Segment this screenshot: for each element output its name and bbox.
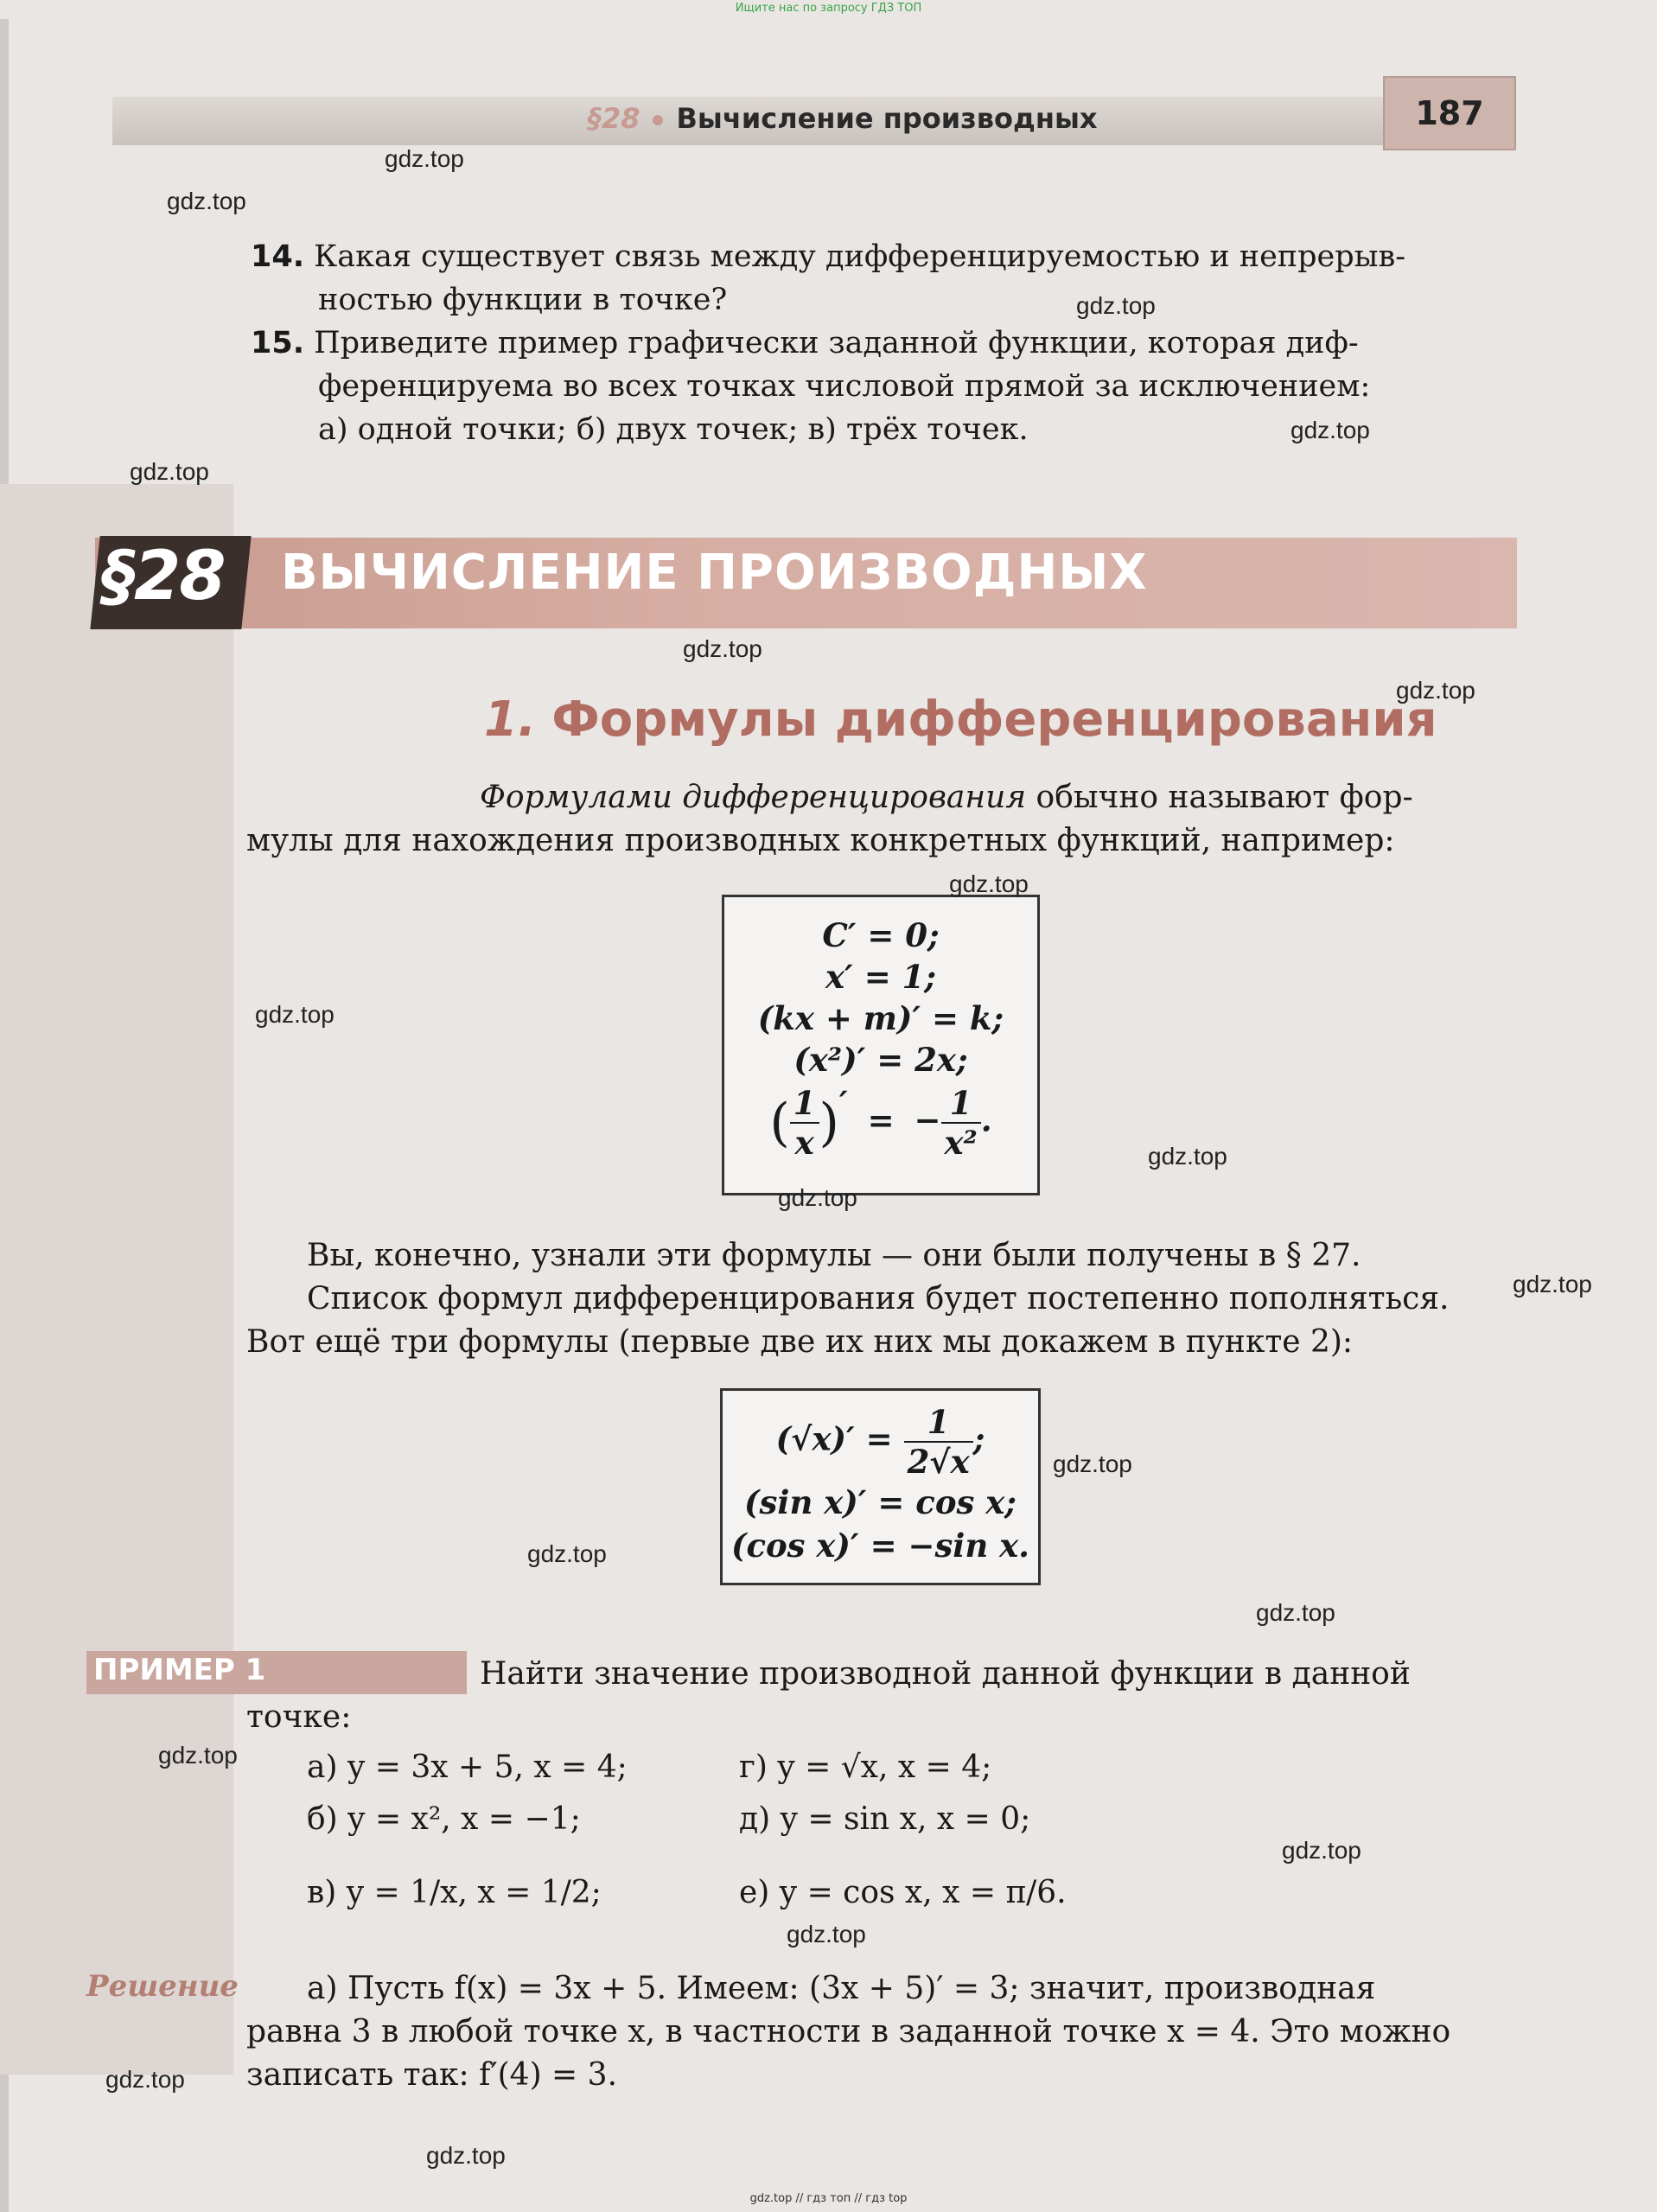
formula: x′ = 1;: [825, 958, 936, 996]
subsection-number: 1.: [484, 692, 537, 748]
subsection-text: Формулы дифференцирования: [551, 692, 1437, 748]
example-item: б) y = x², x = −1;: [307, 1801, 581, 1837]
question-15: [251, 322, 1359, 365]
example-item: а) y = 3x + 5, x = 4;: [307, 1750, 628, 1785]
example-item: г) y = √x, x = 4;: [739, 1750, 992, 1785]
watermark: gdz.top: [1282, 1837, 1361, 1864]
formula-sqrt: (√x)′ = $\frac{1}{2√x}$ ;: [775, 1403, 985, 1481]
intro-text: обычно называют фор-: [1026, 780, 1413, 815]
watermark: gdz.top: [683, 635, 762, 662]
numerator: 1: [790, 1084, 819, 1124]
watermark: gdz.top: [158, 1742, 238, 1769]
paragraph-title: ВЫЧИСЛЕНИЕ ПРОИЗВОДНЫХ: [281, 545, 1148, 601]
text-line: Вот ещё три формулы (первые две их них мы докажем в пункте 2):: [246, 1324, 1354, 1360]
denominator: x: [794, 1124, 814, 1162]
formula-lhs: (√x)′ =: [775, 1419, 893, 1458]
running-head: [588, 102, 1098, 135]
formula: (kx + m)′ = k;: [757, 999, 1004, 1037]
watermark: gdz.top: [1076, 292, 1156, 319]
text-line: Вы, конечно, узнали эти формулы — они были получены в § 27.: [307, 1238, 1361, 1273]
text-line: Список формул дифференцирования будет постепенно пополняться.: [307, 1281, 1450, 1316]
question-14: [251, 235, 1405, 278]
numerator: 1: [941, 1084, 981, 1124]
formula: (cos x)′ = −sin x.: [730, 1527, 1030, 1565]
fraction: [790, 1084, 819, 1162]
equals-sign: =: [867, 1100, 895, 1139]
watermark: gdz.top: [255, 1001, 335, 1028]
formula-reciprocal: ( $\frac{1}{x}$ )′ = − $\frac{1}{\text{x²}}$ .: [769, 1084, 992, 1162]
watermark: gdz.top: [1396, 677, 1475, 704]
example-label: ПРИМЕР 1: [93, 1653, 266, 1687]
question-number: 14.: [251, 239, 305, 274]
term: Формулами дифференцирования: [480, 780, 1027, 815]
question-number: 15.: [251, 326, 305, 360]
denominator: x²: [944, 1124, 978, 1162]
watermark: gdz.top: [167, 188, 246, 214]
watermark: gdz.top: [949, 870, 1029, 897]
watermark: gdz.top: [778, 1184, 857, 1211]
example-item: д) y = sin x, x = 0;: [739, 1801, 1031, 1837]
intro-line-1: [480, 776, 1517, 819]
paragraph-number: §28: [102, 538, 225, 615]
watermark: gdz.top: [1148, 1143, 1227, 1170]
example-item: в) y = 1/x, x = 1/2;: [307, 1875, 602, 1910]
running-head-title: Вычисление производных: [676, 102, 1098, 135]
watermark: gdz.top: [1256, 1599, 1335, 1626]
denominator: 2√x: [907, 1443, 970, 1481]
solution-line: записать так: f′(4) = 3.: [246, 2057, 618, 2093]
solution-line: равна 3 в любой точке x, в частности в заданной точке x = 4. Это можно: [246, 2014, 1451, 2049]
formula-box-1: [722, 895, 1040, 1195]
watermark: gdz.top: [385, 145, 464, 172]
side-tint: [0, 484, 233, 2075]
top-notice[interactable]: Ищите нас по запросу ГДЗ ТОП: [735, 2, 922, 15]
question-line: ностью функции в точке?: [318, 283, 728, 317]
watermark: gdz.top: [787, 1921, 866, 1947]
watermark: gdz.top: [527, 1540, 607, 1567]
watermark: gdz.top: [1291, 417, 1370, 443]
solution-label: Решение: [86, 1969, 239, 2004]
question-line: а) одной точки; б) двух точек; в) трёх точек.: [318, 412, 1029, 447]
bullet-icon: [653, 115, 663, 125]
solution-line: а) Пусть f(x) = 3x + 5. Имеем: (3x + 5)′ = 3; значит, производная: [307, 1971, 1376, 2006]
formula-box-2: [720, 1388, 1041, 1585]
question-line: ференцируема во всех точках числовой прямой за исключением:: [318, 369, 1371, 404]
watermark: gdz.top: [426, 2142, 506, 2169]
numerator: 1: [904, 1403, 973, 1443]
watermark: gdz.top: [1513, 1271, 1592, 1297]
page-number: 187: [1383, 76, 1516, 150]
fraction: [904, 1403, 973, 1481]
formula: C′ = 0;: [822, 916, 940, 954]
formula: (x²)′ = 2x;: [793, 1041, 968, 1079]
running-head-section: §28: [588, 102, 640, 135]
example-line: Найти значение производной данной функции в данной: [480, 1656, 1411, 1692]
watermark: gdz.top: [105, 2066, 185, 2093]
fraction: [941, 1084, 981, 1162]
intro-line-2: мулы для нахождения производных конкретных функций, например:: [246, 823, 1395, 858]
footer: gdz.top // гдз топ // гдз top: [749, 2192, 908, 2205]
question-line: Какая существует связь между дифференцируемостью и непрерыв-: [314, 239, 1406, 274]
watermark: gdz.top: [1053, 1450, 1132, 1477]
watermark: gdz.top: [130, 458, 209, 485]
example-line: точке:: [246, 1699, 352, 1735]
question-line: Приведите пример графически заданной функции, которая диф-: [314, 326, 1359, 360]
example-item: е) y = cos x, x = π/6.: [739, 1875, 1067, 1910]
subsection-title: [484, 692, 1437, 748]
minus-sign: −: [914, 1100, 941, 1139]
formula: (sin x)′ = cos x;: [744, 1483, 1017, 1521]
